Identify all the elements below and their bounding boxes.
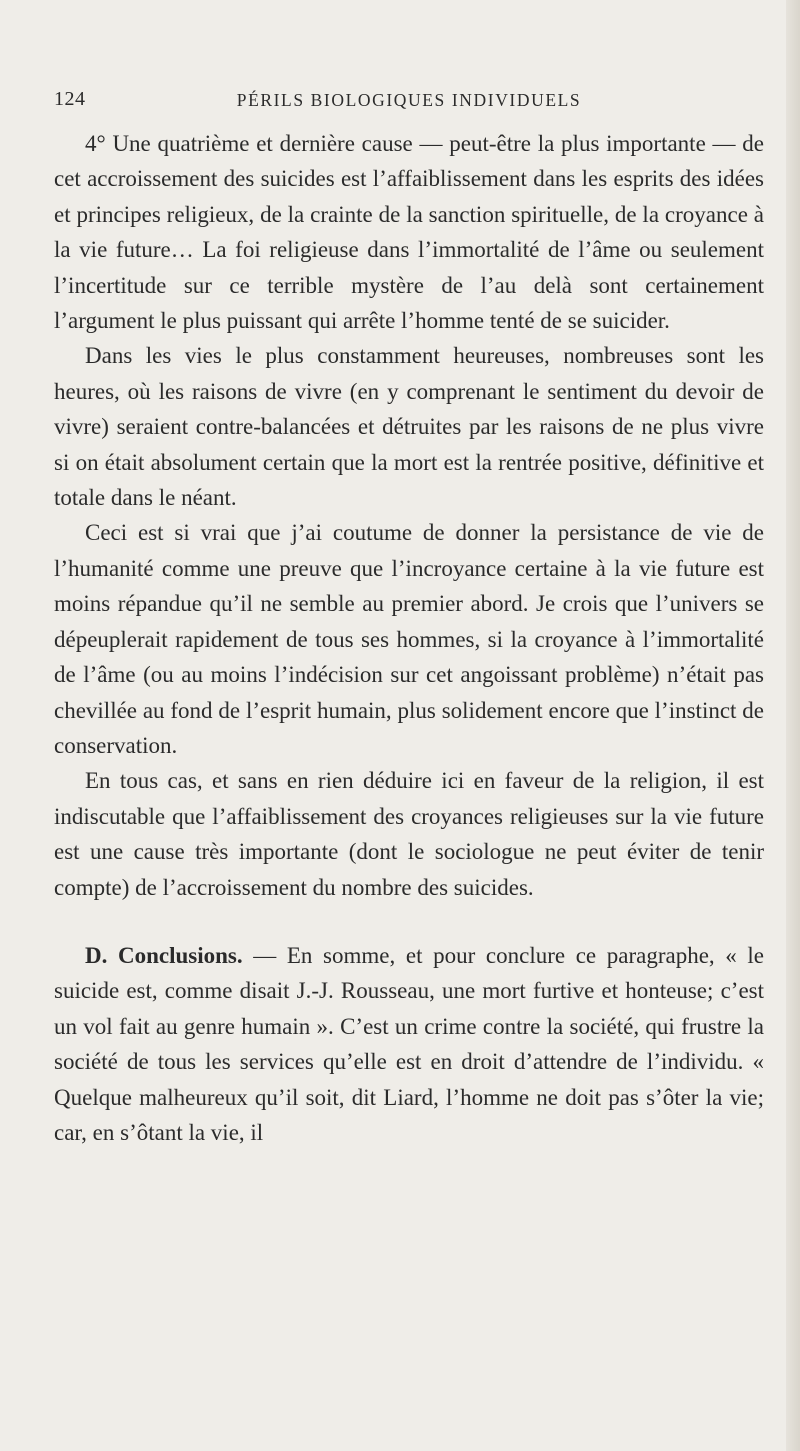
paragraph: En tous cas, et sans en rien déduire ici en faveur de la religion, il est indiscutable que l’affaiblissement des croyances religieuses sur la vie future est une cause très importante (dont le sociologue ne peut éviter de tenir compte) de l’accroissement du nombre des suicides.	[54, 768, 764, 900]
conclusion-text: — En somme, et pour conclure ce paragraphe, « le suicide est, comme disait J.-J. Rousseau, une mort furtive et honteuse; c’est un vol fait au genre humain ». C’est un crime contre la société, qui frustre la société de tous les services qu’elle est en droit d’attendre de l’individu. « Quelque malheureux qu’il soit, dit Liard, l’homme ne doit pas s’ôter la vie; car, en s’ôtant la vie, il	[54, 942, 765, 1145]
body-text	[54, 126, 764, 1150]
running-title: PÉRILS BIOLOGIQUES INDIVIDUELS	[236, 90, 582, 110]
page-header	[54, 88, 764, 118]
paragraph: 4° Une quatrième et dernière cause — peut-être la plus importante — de cet accroissement des suicides est l’affaiblissement dans les esprits des idées et principes religieux, de la crainte de la sanction spirituelle, de la croyance à la vie future… La foi religieuse dans l’immortalité de l’âme ou seulement l’incertitude sur ce terrible mystère de l’au delà sont certainement l’argument le plus puissant qui arrête l’homme tenté de se suicider.	[54, 131, 764, 334]
page-edge	[786, 0, 800, 1451]
paragraph: Ceci est si vrai que j’ai coutume de donner la persistance de vie de l’humanité comme une preuve que l’incroyance certaine à la vie future est moins répandue qu’il ne semble au premier abord. Je crois que l’univers se dépeuplerait rapidement de tous ses hommes, si la croyance à l’immortalité de l’âme (ou au moins l’indécision sur cet angoissant problème) n’était pas chevillée au fond de l’esprit humain, plus solidement encore que l’instinct de conservation.	[54, 520, 764, 758]
conclusion-paragraph	[54, 938, 764, 1150]
section-heading: D. Conclusions.	[85, 942, 243, 968]
page-number: 124	[54, 88, 86, 110]
paragraph: Dans les vies le plus constamment heureuses, nombreuses sont les heures, où les raisons de vivre (en y comprenant le sentiment du devoir de vivre) seraient contre-balancées et détruites par les raisons de ne plus vivre si on était absolument certain que la mort est la rentrée positive, définitive et totale dans le néant.	[54, 343, 764, 511]
